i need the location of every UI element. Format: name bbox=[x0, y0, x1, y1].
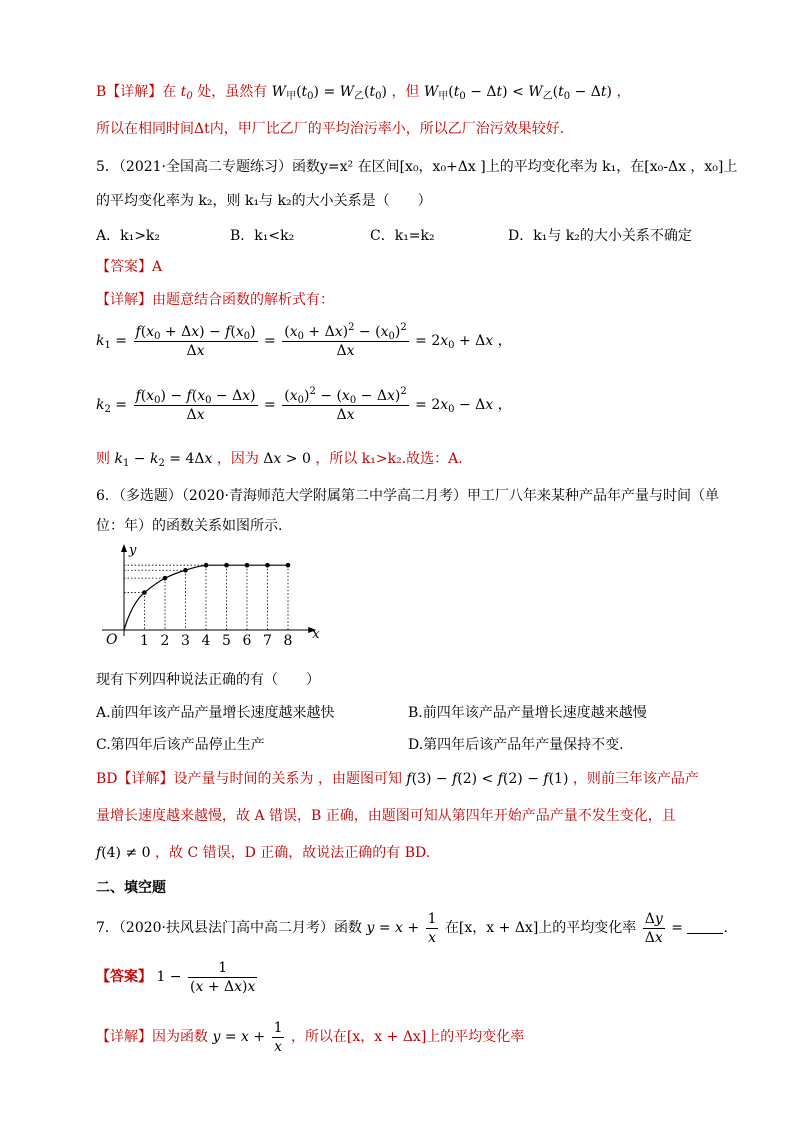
data-point bbox=[224, 563, 229, 568]
q6-stem-line1: 6．（多选题）（2020·青海师范大学附属第二中学高二月考）甲工厂八年来某种产品年产量与时间（单 bbox=[96, 488, 719, 504]
x-tick-label: 1 bbox=[140, 633, 149, 649]
q5-option-b: B．k₁<k₂ bbox=[230, 228, 295, 244]
data-point bbox=[204, 563, 209, 568]
q5-option-c: C．k₁=k₂ bbox=[370, 228, 435, 244]
q7-answer: 【答案】 1 − $\frac{1}{(x + \Delta x)x}$ bbox=[96, 959, 256, 995]
y-axis-arrow bbox=[121, 544, 127, 552]
q5-stem-line1: 5．（2021·全国高二专题练习）函数y=x² 在区间[x₀，x₀+Δx ]上的平均变化率为 k₁，在[x₀-Δx ，x₀]上 bbox=[96, 159, 738, 175]
q6-explanation-line1: BD【详解】设产量与时间的关系为 ，由题图可知 f(3) − f(2) < f(2) − f(1) ，则前三年该产品产 bbox=[96, 771, 699, 787]
data-point bbox=[245, 563, 250, 568]
q5-detail-heading: 【详解】由题意结合函数的解析式有： bbox=[96, 292, 334, 308]
data-point bbox=[183, 568, 188, 573]
x-tick-label: 6 bbox=[242, 633, 252, 649]
q6-stem-line2: 位：年）的函数关系如图所示. bbox=[96, 518, 283, 534]
q6-option-a: A.前四年该产品产量增长速度越来越快 bbox=[96, 705, 335, 721]
x-tick-label: 4 bbox=[201, 633, 211, 649]
y-axis-label: y bbox=[129, 544, 137, 558]
origin-label: O bbox=[106, 632, 118, 648]
data-point bbox=[142, 590, 147, 595]
data-point bbox=[286, 563, 291, 568]
q4-explanation-line1: B【详解】在 $t_0$ 处，虽然有 $W_甲(t_0) = W_乙(t_0)$ ，但 $W_甲(t_0 - \Delta t) < W_乙(t_0 - \Delta t)$ ， bbox=[96, 84, 631, 102]
data-point bbox=[265, 563, 270, 568]
q5-equation-k1: $k_1$ = $\frac{f(x_0 + \Delta x) - f(x_0)}{\Delta x}$ = $\frac{(x_0 + \Delta x)^2 - (x_0)^2}{\Delta x}$ = $2x_0 + \Delta x$ ， bbox=[96, 321, 512, 359]
q4-explanation-line2: 所以在相同时间Δt内，甲厂比乙厂的平均治污率小，所以乙厂治污效果较好． bbox=[96, 121, 574, 137]
q5-option-a: A．k₁>k₂ bbox=[96, 228, 161, 244]
x-tick-label: 7 bbox=[263, 633, 272, 649]
production-chart bbox=[96, 544, 328, 654]
q6-prompt: 现有下列四种说法正确的有（ ） bbox=[96, 672, 320, 688]
q5-answer: 【答案】A bbox=[96, 259, 163, 275]
q7-detail: 【详解】因为函数 y = x + $\frac{1}{x}$ ，所以在[x，x + Δx]上的平均变化率 bbox=[96, 1019, 525, 1055]
x-axis-label: x bbox=[312, 627, 320, 642]
q7-stem: 7．（2020·扶风县法门高中高二月考）函数 y = x + $\frac{1}{x}$ 在[x，x + Δx]上的平均变化率 $\frac{\Delta y}{\Delta x}$ = . bbox=[96, 910, 728, 946]
data-point bbox=[163, 576, 168, 581]
x-tick-label: 2 bbox=[160, 633, 170, 649]
section-heading-fill-blank: 二、填空题 bbox=[96, 880, 166, 896]
q6-explanation-line3: f(4) ≠ 0 ，故 C 错误，D 正确，故说法正确的有 BD. bbox=[96, 845, 431, 861]
q6-explanation-line2: 量增长速度越来越慢，故 A 错误，B 正确，由题图可知从第四年开始产品产量不发生变化，且 bbox=[96, 808, 676, 824]
q5-conclusion: 则 $k_1 - k_2 = 4\Delta x$ ，因为 Δx > 0 ，所以 k₁>k₂.故选：A. bbox=[96, 451, 463, 469]
answer-blank[interactable] bbox=[687, 919, 723, 934]
q6-option-d: D.第四年后该产品年产量保持不变. bbox=[408, 737, 624, 753]
x-tick-label: 8 bbox=[283, 633, 293, 649]
x-tick-label: 3 bbox=[181, 633, 190, 649]
q5-equation-k2: $k_2$ = $\frac{f(x_0) - f(x_0 - \Delta x)}{\Delta x}$ = $\frac{(x_0)^2 - (x_0 - \Delta x)^2}{\Delta x}$ = $2x_0 - \Delta x$ ， bbox=[96, 385, 512, 423]
x-tick-label: 5 bbox=[222, 633, 231, 649]
q5-stem-line2: 的平均变化率为 k₂，则 k₁与 k₂的大小关系是（ ） bbox=[96, 193, 432, 209]
q5-option-d: D．k₁与 k₂的大小关系不确定 bbox=[508, 228, 692, 244]
q6-option-c: C.第四年后该产品停止生产 bbox=[96, 737, 265, 753]
q6-option-b: B.前四年该产品产量增长速度越来越慢 bbox=[408, 705, 647, 721]
